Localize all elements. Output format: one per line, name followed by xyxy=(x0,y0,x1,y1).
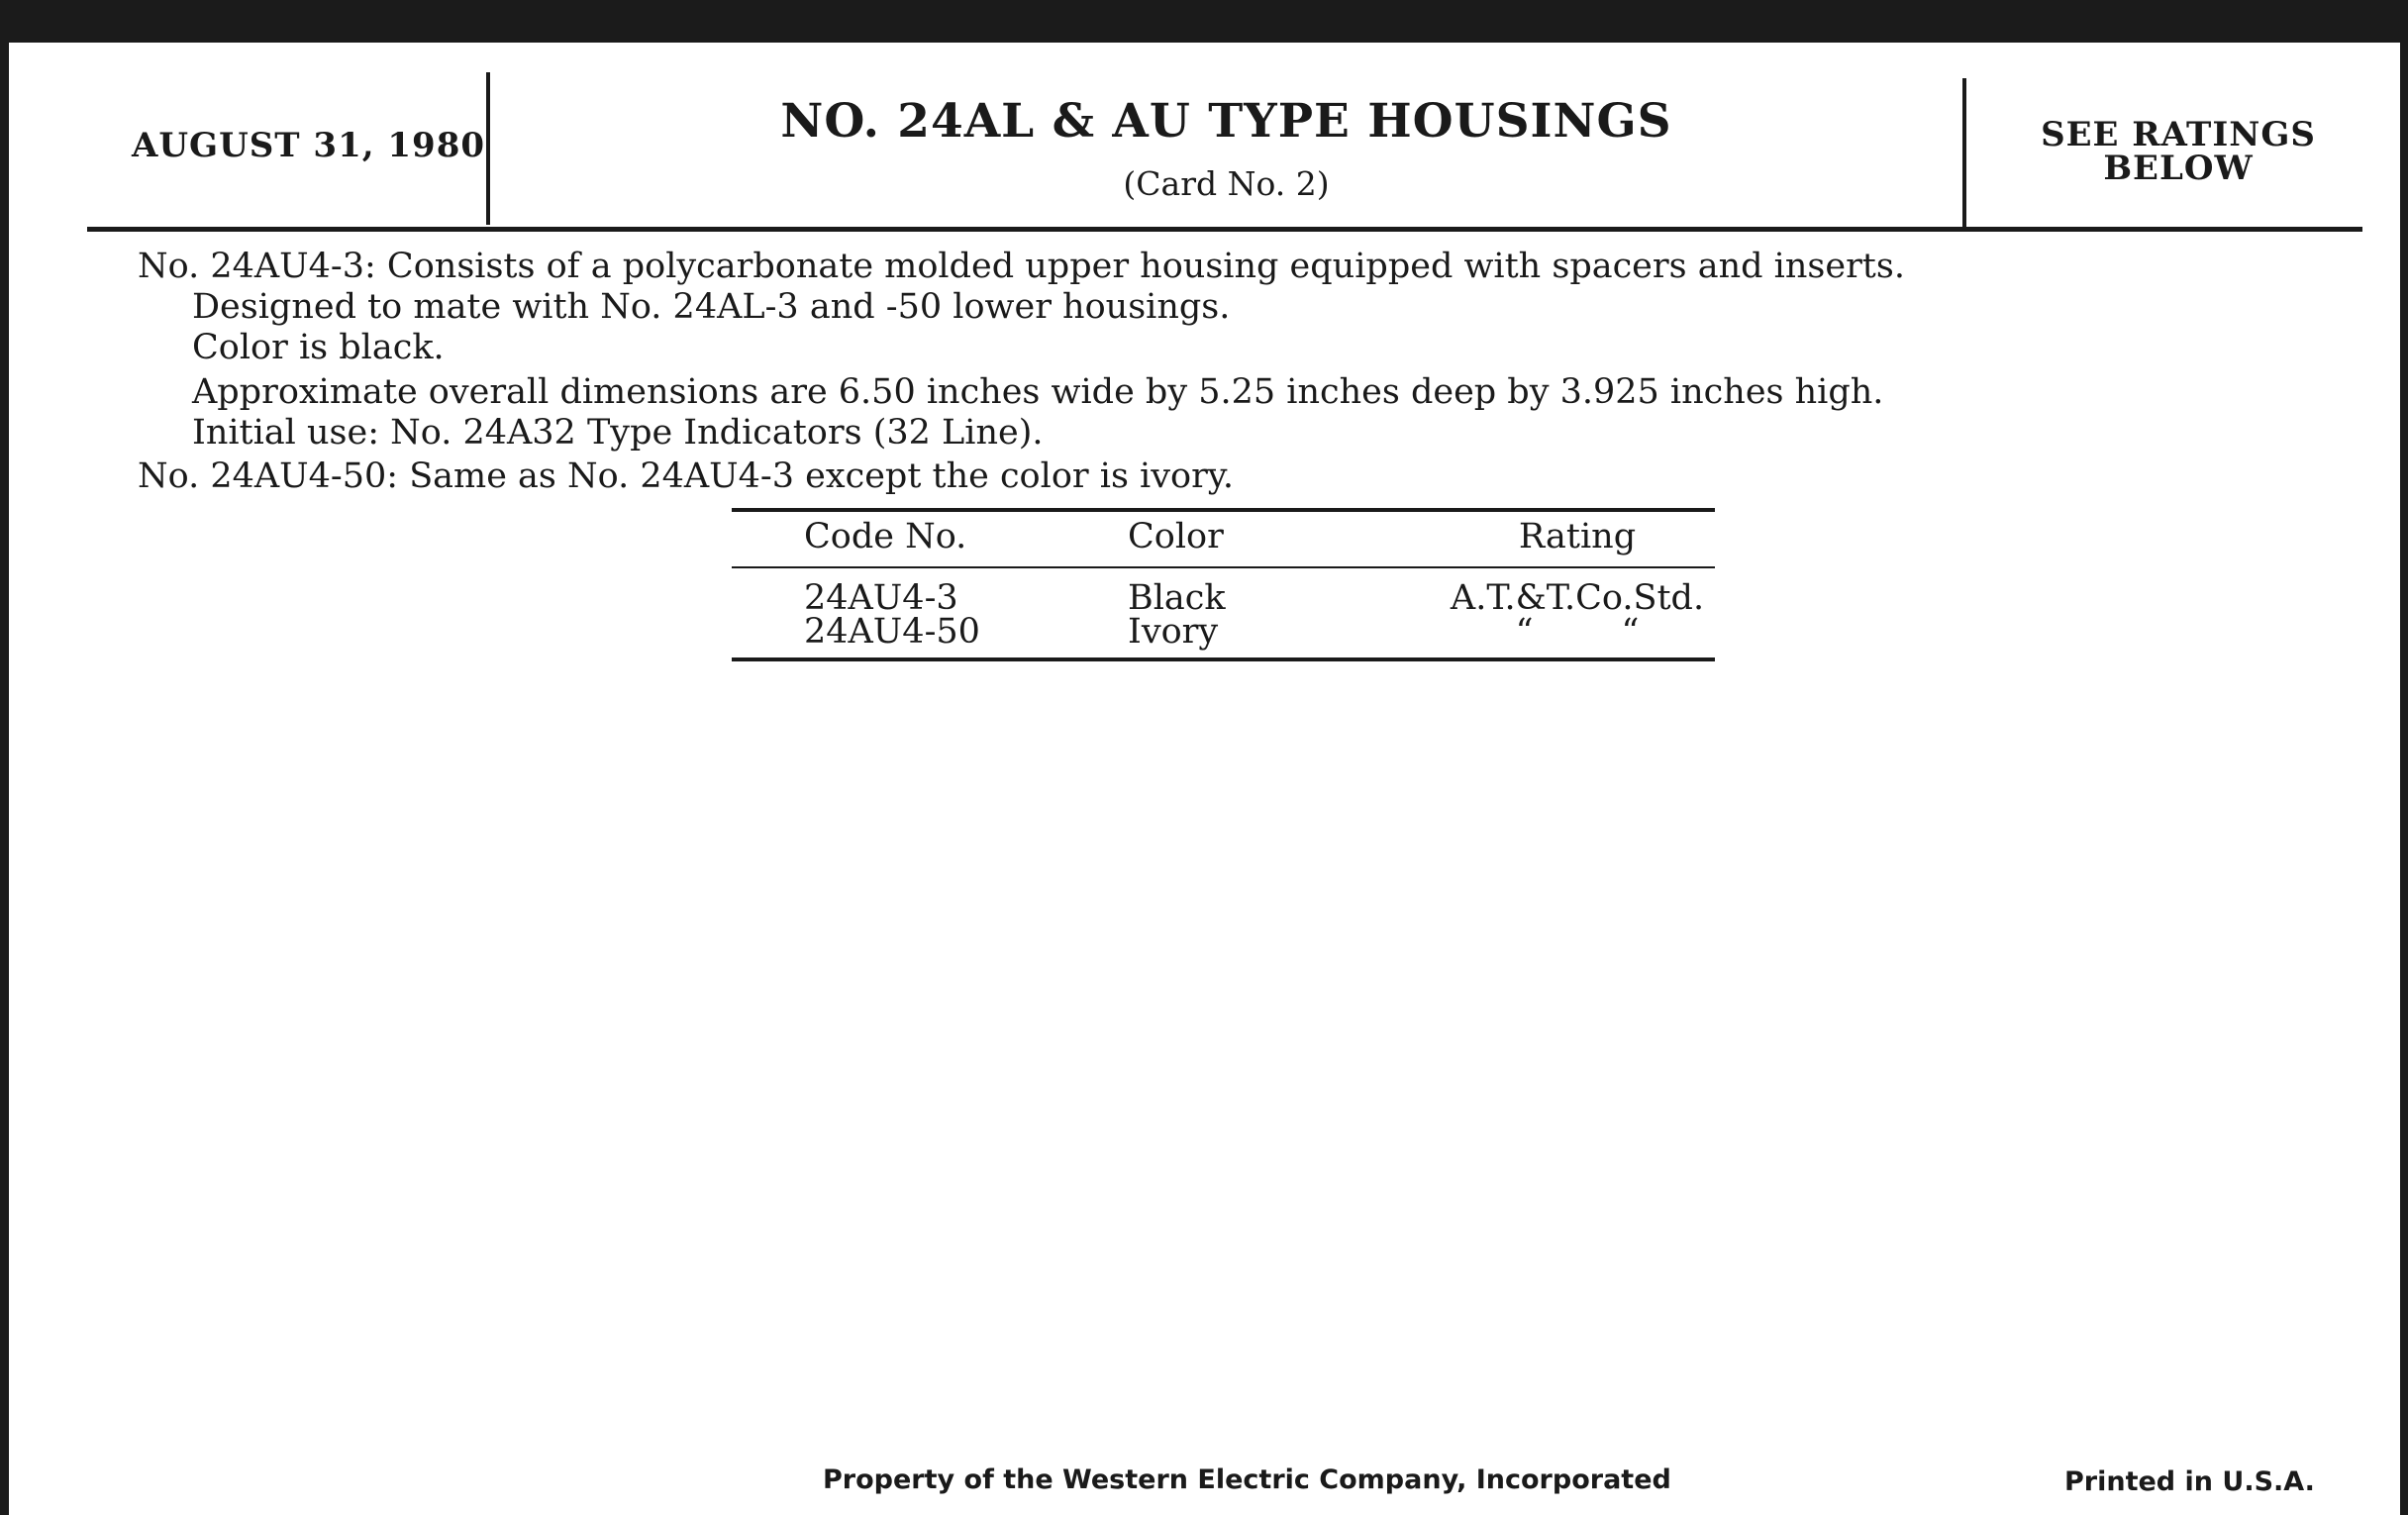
description-line: Designed to mate with No. 24AL-3 and -50 lower housings. xyxy=(192,287,1231,327)
table-cell-rating: “ “ xyxy=(1515,612,1640,652)
table-top-rule xyxy=(732,508,1715,512)
table-cell-color: Ivory xyxy=(1128,612,1219,652)
card-title: NO. 24AL & AU TYPE HOUSINGS xyxy=(780,94,1672,149)
footer-property-notice: Property of the Western Electric Company, Incorporated xyxy=(823,1464,1671,1495)
description-line: Color is black. xyxy=(192,328,445,367)
ratings-note-line-1: SEE RATINGS xyxy=(2041,115,2316,154)
ratings-note xyxy=(1975,115,2381,188)
table-header-code: Code No. xyxy=(804,517,967,556)
header-divider-right xyxy=(1962,78,1966,227)
description-line: Approximate overall dimensions are 6.50 inches wide by 5.25 inches deep by 3.925 inches high. xyxy=(192,372,1884,412)
ratings-note-line-2: BELOW xyxy=(2103,149,2254,188)
table-cell-rating: A.T.&T.Co.Std. xyxy=(1450,578,1705,618)
catalog-card xyxy=(9,43,2400,1515)
card-date: AUGUST 31, 1980 xyxy=(132,126,486,165)
table-cell-code: 24AU4-50 xyxy=(804,612,980,652)
description-line: No. 24AU4-50: Same as No. 24AU4-3 except the color is ivory. xyxy=(138,456,1235,496)
description-line: No. 24AU4-3: Consists of a polycarbonate molded upper housing equipped with spacers and inserts. xyxy=(138,247,1905,286)
table-cell-code: 24AU4-3 xyxy=(804,578,958,618)
table-cell-color: Black xyxy=(1128,578,1226,618)
footer-printed-in: Printed in U.S.A. xyxy=(2064,1466,2315,1497)
table-bottom-rule xyxy=(732,657,1715,661)
header-rule xyxy=(87,227,2362,232)
card-subtitle: (Card No. 2) xyxy=(1123,164,1330,203)
table-header-rule xyxy=(732,566,1715,568)
description-line: Initial use: No. 24A32 Type Indicators (32 Line). xyxy=(192,413,1044,453)
table-header-rating: Rating xyxy=(1518,517,1637,556)
table-header-color: Color xyxy=(1128,517,1224,556)
